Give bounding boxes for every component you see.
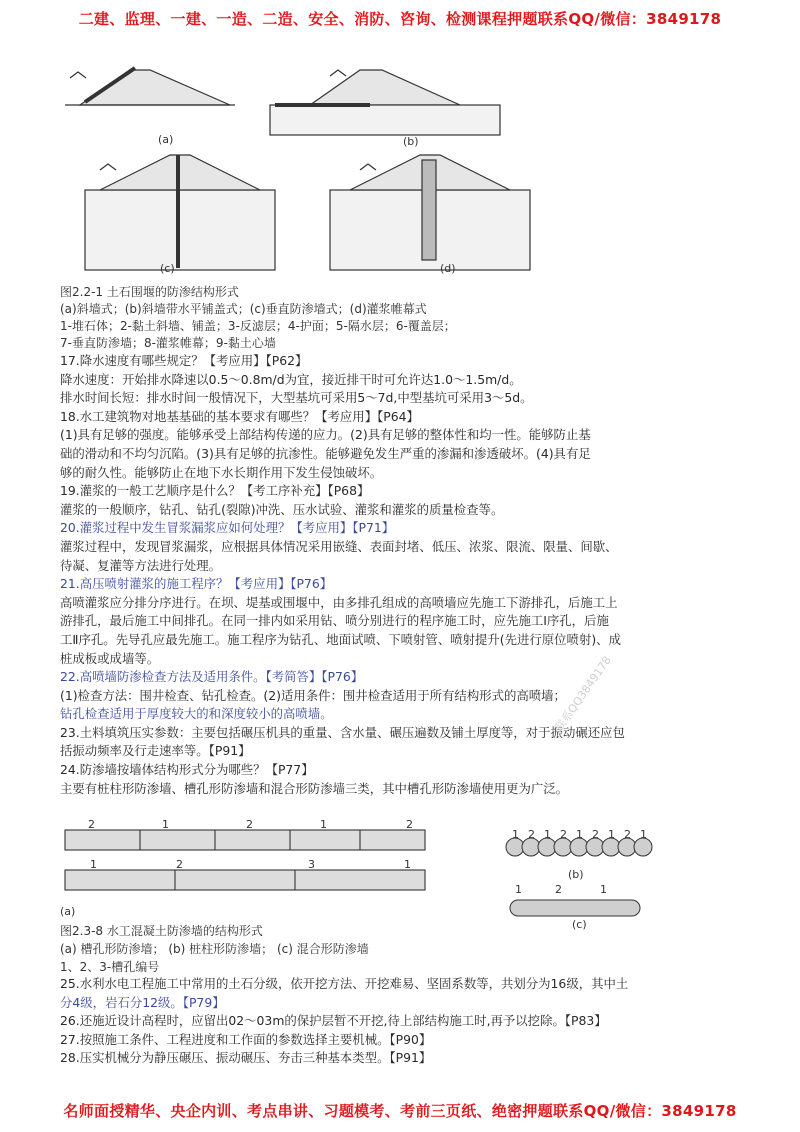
fig2-label-c: (c): [572, 918, 587, 931]
cofferdam-figure: [60, 50, 540, 280]
answer-line: 待凝、复灌等方法进行处理。: [60, 557, 222, 573]
answer-line: 够的耐久性。能够防止在地下水长期作用下发生侵蚀破坏。: [60, 464, 383, 480]
top-contact-banner: 二建、监理、一建、一造、二造、安全、消防、咨询、检测课程押题联系QQ/微信：3849178: [78, 10, 722, 28]
fig-label-c: (c): [160, 262, 175, 275]
answer-line: 钻孔检查适用于厚度较大的和深度较小的高喷墙。: [60, 706, 333, 722]
answer-line: 高喷灌浆应分排分序进行。在坝、堤基或围堰中，由多排孔组成的高喷墙应先施工下游排孔，后施工上: [60, 594, 618, 610]
answer-line: 灌浆过程中，发现冒浆漏浆，应根据具体情况采用嵌缝、表面封堵、低压、浓浆、限流、限量、间歇、: [60, 538, 618, 554]
mixed-num: 2: [555, 883, 562, 896]
wall-a-num: 1: [320, 818, 327, 831]
answer-line: 分4级，岩石分12级。【P79】: [60, 994, 225, 1010]
figure1-legend-2: 1-堆石体；2-黏土斜墙、铺盖；3-反滤层；4-护面；5-隔水层；6-覆盖层；: [60, 319, 456, 333]
pile-num: 1: [576, 828, 583, 841]
fig-label-b: (b): [403, 135, 419, 148]
question-26: 26.还施近设计高程时，应留出02～03m的保护层暂不开挖,待上部结构施工时,再予以挖除。【P83】: [60, 1013, 607, 1029]
fig2-label-b: (b): [568, 868, 584, 881]
question-21: 21.高压喷射灌浆的施工程序？【考应用】【P76】: [60, 576, 333, 592]
dam-a-body: [80, 70, 230, 105]
pile-num: 2: [528, 828, 535, 841]
cutoff-wall-figure: [60, 815, 700, 920]
answer-line: 降水速度：开始排水降速以0.5～0.8m/d为宜，接近排干时可允许达1.0～1.5m/d。: [60, 371, 522, 387]
slot-wall-upper: [65, 830, 425, 850]
wall-a-num: 3: [308, 858, 315, 871]
dam-b-body: [310, 70, 460, 105]
dam-b-foundation: [270, 105, 500, 135]
fig2-label-a: (a): [60, 905, 76, 918]
figure2-legend-1: (a) 槽孔形防渗墙； (b) 桩柱形防渗墙； (c) 混合形防渗墙: [60, 942, 369, 956]
figure2-caption: 图2.3-8 水工混凝土防渗墙的结构形式: [60, 924, 263, 938]
fig-label-a: (a): [158, 133, 174, 146]
figure1-legend-1: (a)斜墙式；(b)斜墙带水平铺盖式；(c)垂直防渗墙式；(d)灌浆帷幕式: [60, 302, 427, 316]
wall-a-num: 1: [162, 818, 169, 831]
qa-block: [60, 352, 750, 798]
question-17: 17.降水速度有哪些规定？【考应用】【P62】: [60, 353, 308, 368]
figure1-caption: 图2.2-1 土石围堰的防渗结构形式: [60, 285, 239, 299]
qa-block-2: [60, 975, 750, 1068]
answer-line: 游排孔，最后施工中间排孔。在同一排内如采用钻、喷分别进行的程序施工时，应先施工Ⅰ序孔，后施: [60, 613, 609, 629]
grout-curtain: [422, 160, 436, 260]
answer-line: 础的滑动和不均匀沉陷。(3)具有足够的抗渗性。能够避免发生严重的渗漏和渗透破坏。(4)具有足: [60, 445, 591, 461]
mixed-wall: [510, 900, 640, 916]
question-23: 23.土料填筑压实参数：主要包括碾压机具的重量、含水量、碾压遍数及铺土厚度等，对于振动碾还应包: [60, 724, 625, 740]
pile-num: 1: [512, 828, 519, 841]
pile-num: 2: [560, 828, 567, 841]
figure1-legend-3: 7-垂直防渗墙；8-灌浆帷幕；9-黏土心墙: [60, 336, 276, 350]
pile-num: 2: [624, 828, 631, 841]
pile-num: 2: [592, 828, 599, 841]
fig-label-d: (d): [440, 262, 456, 275]
pile-num: 1: [640, 828, 647, 841]
question-24: 24.防渗墙按墙体结构形式分为哪些？【P77】: [60, 762, 314, 778]
answer-line: (1)具有足够的强度。能够承受上部结构传递的应力。(2)具有足够的整体性和均一性。能够防止基: [60, 427, 591, 443]
mixed-num: 1: [515, 883, 522, 896]
answer-line: 桩成板或成墙等。: [60, 650, 160, 666]
wall-a-num: 2: [406, 818, 413, 831]
question-19: 19.灌浆的一般工艺顺序是什么？【考工序补充】【P68】: [60, 483, 370, 499]
question-22: 22.高喷墙防渗检查方法及适用条件。【考简答】【P76】: [60, 669, 364, 685]
question-28: 28.压实机械分为静压碾压、振动碾压、夯击三种基本类型。【P91】: [60, 1050, 432, 1066]
answer-line: 工Ⅱ序孔。先导孔应最先施工。施工程序为钻孔、地面试喷、下喷射管、喷射提升(先进行原位喷射)、成: [60, 631, 621, 647]
question-27: 27.按照施工条件、工程进度和工作面的参数选择主要机械。【P90】: [60, 1031, 432, 1047]
question-18: 18.水工建筑物对地基基础的基本要求有哪些？【考应用】【P64】: [60, 408, 419, 424]
answer-line: 主要有桩柱形防渗墙、槽孔形防渗墙和混合形防渗墙三类，其中槽孔形防渗墙使用更为广泛。: [60, 780, 569, 796]
pile-num: 1: [608, 828, 615, 841]
wall-a-num: 2: [246, 818, 253, 831]
bottom-contact-banner: 名师面授精华、央企内训、考点串讲、习题模考、考前三页纸、绝密押题联系QQ/微信：3849178: [63, 1102, 737, 1120]
slot-wall-lower: [65, 870, 425, 890]
pile-num: 1: [544, 828, 551, 841]
watermark: 二联系QQ3849178: [546, 653, 614, 743]
answer-line: (1)检查方法：围井检查、钻孔检查。(2)适用条件：围井检查适用于所有结构形式的高喷墙；: [60, 687, 566, 703]
wall-a-num: 2: [88, 818, 95, 831]
question-25: 25.水利水电工程施工中常用的土石分级，依开挖方法、开挖难易、坚固系数等，共划分为16级，其中土: [60, 976, 629, 991]
answer-line: 排水时间长短：排水时间一般情况下，大型基坑可采用5～7d,中型基坑可采用3～5d。: [60, 390, 533, 406]
wall-a-num: 2: [176, 858, 183, 871]
answer-line: 括振动频率及行走速率等。【P91】: [60, 743, 251, 759]
wall-a-num: 1: [90, 858, 97, 871]
wall-a-num: 1: [404, 858, 411, 871]
question-20: 20.灌浆过程中发生冒浆漏浆应如何处理？【考应用】【P71】: [60, 520, 395, 536]
answer-line: 灌浆的一般顺序，钻孔、钻孔(裂隙)冲洗、压水试验、灌浆和灌浆的质量检查等。: [60, 501, 504, 517]
mixed-num: 1: [600, 883, 607, 896]
figure2-legend-2: 1、2、3-槽孔编号: [60, 960, 160, 974]
